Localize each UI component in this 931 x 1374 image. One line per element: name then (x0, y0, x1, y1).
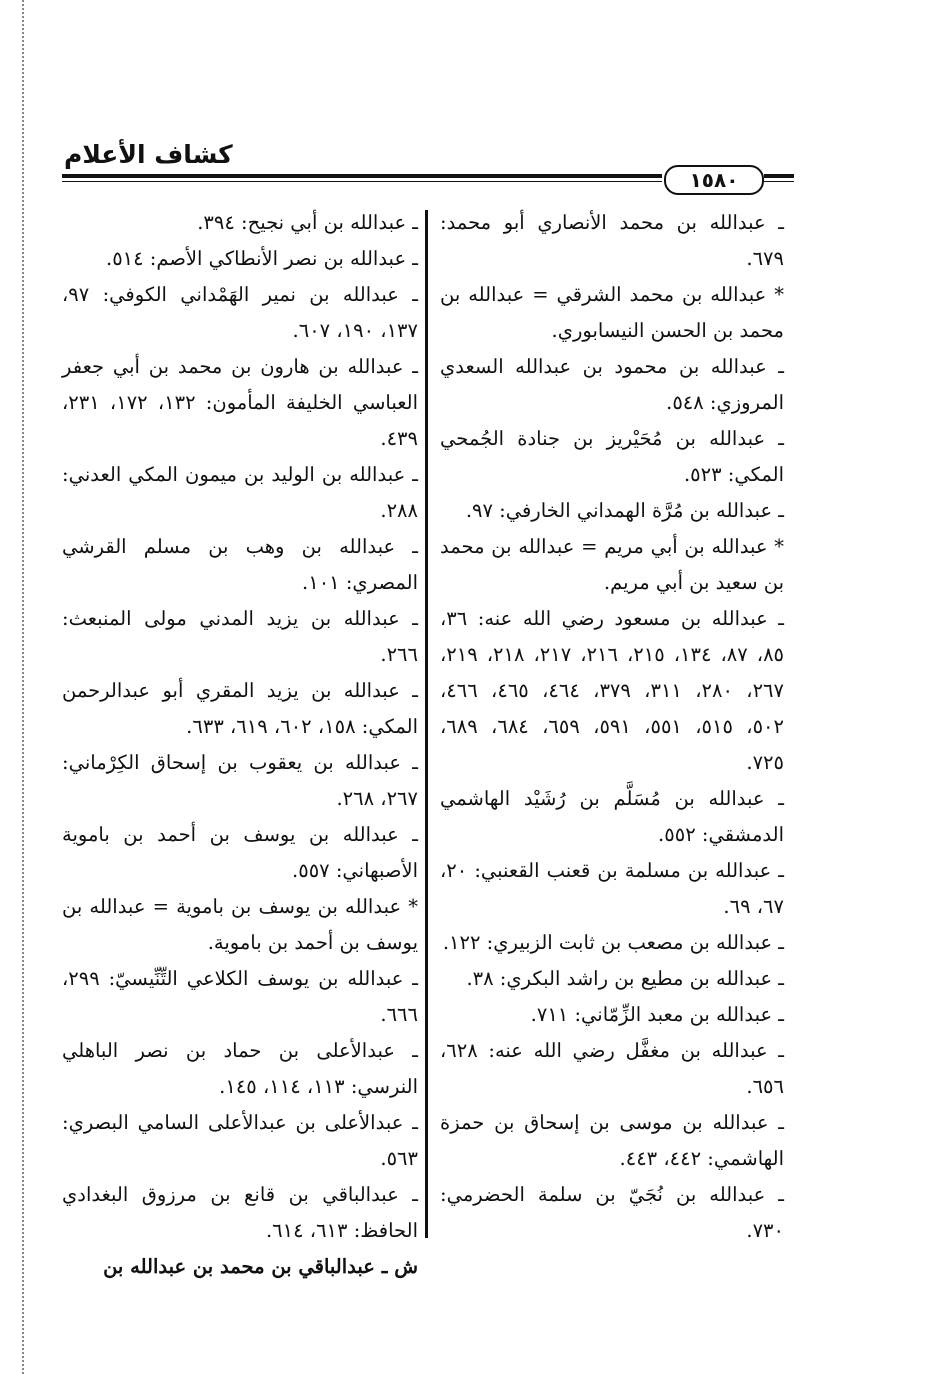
index-entry: ـ عبدالله بن محمود بن عبدالله السعدي المروزي: ٥٤٨. (440, 355, 784, 414)
index-entry: ـ عبدالباقي بن قانع بن مرزوق البغدادي الحافظ: ٦١٣، ٦١٤. (62, 1183, 418, 1242)
index-entry: ـ عبدالله بن نصر الأنطاكي الأصم: ٥١٤. (105, 247, 418, 270)
right-column (440, 205, 784, 1249)
index-entry: ـ عبدالله بن هارون بن محمد بن أبي جعفر العباسي الخليفة المأمون: ١٣٢، ١٧٢، ٢٣١، ٤٣٩. (62, 355, 418, 450)
index-entry: ـ عبدالله بن موسى بن إسحاق بن حمزة الهاشمي: ٤٤٢، ٤٤٣. (440, 1111, 784, 1170)
index-entry: ـ عبدالله بن مُرَّة الهمداني الخارفي: ٩٧. (465, 499, 784, 522)
header-rule-thin (62, 181, 662, 182)
index-entry: ـ عبدالله بن مُسَلَّم بن رُشَيْد الهاشمي الدمشقي: ٥٥٢. (440, 787, 784, 846)
index-entry: * عبدالله بن محمد الشرقي = عبدالله بن محمد بن الحسن النيسابوري. (440, 283, 784, 342)
index-entry-bold: ش ـ عبدالباقي بن محمد بن عبدالله بن (103, 1255, 418, 1278)
header-rule-right-thick (764, 174, 794, 178)
page-number: ١٥٨٠ (664, 165, 764, 195)
page-title: كشاف الأعلام (64, 140, 233, 169)
header-rule-right-thin (764, 181, 794, 182)
index-entry: ـ عبدالله بن مصعب بن ثابت الزبيري: ١٢٢. (442, 931, 784, 954)
index-entry: ـ عبدالله بن معبد الزِّمّاني: ٧١١. (530, 1003, 784, 1026)
index-entry: * عبدالله بن يوسف بن باموية = عبدالله بن يوسف بن أحمد بن باموية. (62, 895, 418, 954)
index-entry: ـ عبدالله بن مسعود رضي الله عنه: ٣٦، ٨٥، ٨٧، ١٣٤، ٢١٥، ٢١٦، ٢١٧، ٢١٨، ٢١٩، ٢٦٧، ٢٨٠، ٣١١، ٣٧٩، ٤٦٤، ٤٦٥، ٤٦٦، ٥٠٢، ٥١٥، ٥٥١، ٥٩١، ٦٥٩، ٦٨٤، ٦٨٩، ٧٢٥. (440, 607, 785, 774)
index-entry: ـ عبدالله بن مغفَّل رضي الله عنه: ٦٢٨، ٦٥٦. (440, 1039, 784, 1098)
column-divider (425, 210, 428, 1238)
index-entry: ـ عبدالله بن يوسف الكلاعي التِّنِّيسيّ: ٢٩٩، ٦٦٦. (62, 967, 418, 1026)
index-entry: ـ عبدالله بن الوليد بن ميمون المكي العدني: ٢٨٨. (62, 463, 418, 522)
index-entry: ـ عبدالله بن يوسف بن أحمد بن باموية الأصبهاني: ٥٥٧. (62, 823, 418, 882)
index-entry: ـ عبدالله بن محمد الأنصاري أبو محمد: ٦٧٩. (440, 211, 784, 270)
left-column (62, 205, 418, 1285)
index-entry: ـ عبدالأعلى بن حماد بن نصر الباهلي النرسي: ١١٣، ١١٤، ١٤٥. (62, 1039, 418, 1098)
binding-dotted-line (22, 0, 24, 1374)
index-entry: * عبدالله بن أبي مريم = عبدالله بن محمد بن سعيد بن أبي مريم. (440, 535, 784, 594)
index-entry: ـ عبدالله بن يزيد المدني مولى المنبعث: ٢٦٦. (62, 607, 418, 666)
index-entry: ـ عبدالله بن يعقوب بن إسحاق الكِرْماني: ٢٦٧، ٢٦٨. (62, 751, 418, 810)
index-entry: ـ عبدالله بن أبي نجيح: ٣٩٤. (197, 211, 418, 234)
index-entry: ـ عبدالله بن يزيد المقري أبو عبدالرحمن المكي: ١٥٨، ٦٠٢، ٦١٩، ٦٣٣. (62, 679, 418, 738)
index-entry: ـ عبدالله بن نُجَيّ بن سلمة الحضرمي: ٧٣٠. (440, 1183, 784, 1242)
index-entry: ـ عبدالله بن مُحَيْريز بن جنادة الجُمحي المكي: ٥٢٣. (440, 427, 784, 486)
index-entry: ـ عبدالأعلى بن عبدالأعلى السامي البصري: ٥٦٣. (62, 1111, 418, 1170)
index-entry: ـ عبدالله بن مسلمة بن قعنب القعنبي: ٢٠، ٦٧، ٦٩. (440, 859, 784, 918)
index-entry: ـ عبدالله بن نمير الهَمْداني الكوفي: ٩٧، ١٣٧، ١٩٠، ٦٠٧. (62, 283, 418, 342)
header-rule-thick (62, 174, 662, 178)
index-entry: ـ عبدالله بن مطيع بن راشد البكري: ٣٨. (466, 967, 784, 990)
index-entry: ـ عبدالله بن وهب بن مسلم القرشي المصري: ١٠١. (62, 535, 418, 594)
